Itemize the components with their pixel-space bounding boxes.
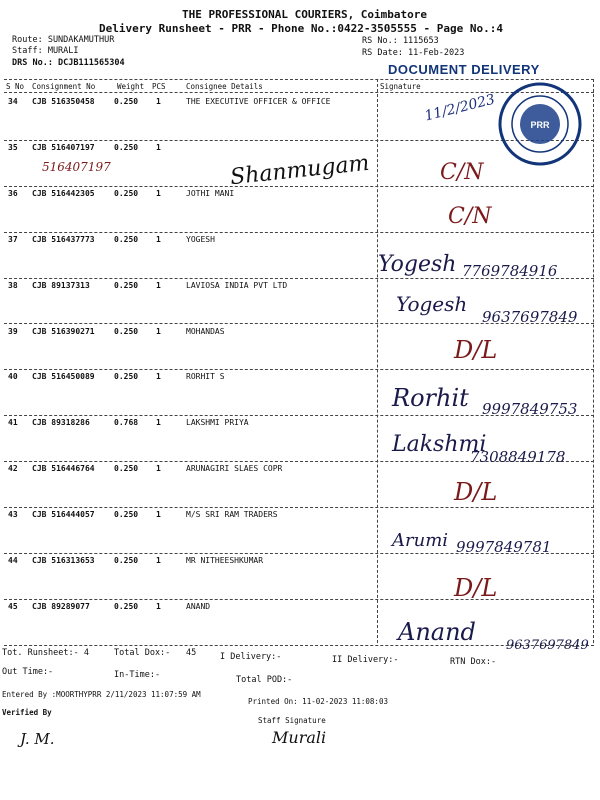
- handwritten-note-42: D/L: [454, 478, 498, 506]
- table-row: [4, 324, 594, 370]
- cell-sno: 45: [8, 601, 18, 611]
- cell-weight: 0.250: [114, 234, 139, 244]
- cell-consignee: YOGESH: [186, 234, 215, 244]
- cell-weight: 0.250: [114, 372, 139, 382]
- col-header-signature: Signature: [380, 82, 421, 91]
- cell-weight: 0.250: [114, 601, 139, 611]
- total-dox-label: Total Dox:-: [114, 648, 171, 658]
- cell-consignment-no: CJB 516446764: [32, 464, 95, 474]
- cell-weight: 0.250: [114, 510, 139, 520]
- staff-label: Staff: MURALI: [12, 46, 79, 56]
- phone-37: 7769784916: [462, 262, 558, 280]
- company-title: THE PROFESSIONAL COURIERS, Coimbatore: [182, 8, 428, 21]
- signature-41: Lakshmi: [392, 432, 487, 457]
- signature-45: Anand: [398, 618, 476, 646]
- cell-consignment-no: CJB 516313653: [32, 556, 95, 565]
- cell-sno: 40: [8, 372, 18, 382]
- document-delivery-stamp: DOCUMENT DELIVERY: [388, 62, 540, 77]
- cell-sno: 34: [8, 97, 18, 106]
- handwritten-note-35: C/N: [440, 160, 484, 185]
- cell-sno: 37: [8, 234, 18, 244]
- cell-consignment-no: CJB 516442305: [32, 188, 95, 198]
- phone-41: 7308849178: [470, 448, 566, 466]
- cell-sno: 38: [8, 280, 18, 290]
- cell-consignee: M/S SRI RAM TRADERS: [186, 510, 278, 520]
- signature-40: Rorhit: [392, 384, 469, 412]
- col-header-weight: Weight: [117, 82, 145, 91]
- cell-pcs: 1: [156, 464, 161, 474]
- verified-by-label: Verified By: [2, 708, 52, 717]
- col-header-consignee: Consignee Details: [186, 82, 263, 91]
- cell-consignee: RORHIT S: [186, 372, 225, 382]
- cell-sno: 43: [8, 510, 18, 520]
- total-pod-label: Total POD:-: [236, 675, 293, 685]
- cell-weight: 0.768: [114, 418, 139, 428]
- cell-pcs: 1: [156, 601, 161, 611]
- phone-43: 9997849781: [456, 538, 552, 556]
- col-header-consignment: Consignment No: [32, 82, 96, 91]
- cell-consignment-no: CJB 89289077: [32, 601, 90, 611]
- cell-consignee: THE EXECUTIVE OFFICER & OFFICE: [186, 97, 331, 106]
- cell-pcs: 1: [156, 418, 161, 428]
- ii-delivery-label: II Delivery:-: [332, 655, 399, 665]
- col-header-pcs: PCS: [152, 82, 166, 91]
- cell-consignee: ANAND: [186, 601, 211, 611]
- handwritten-note-36: C/N: [448, 204, 492, 229]
- route-label: Route: SUNDAKAMUTHUR: [12, 35, 115, 45]
- company-seal-stamp: [494, 78, 586, 170]
- handwritten-number-35: 516407197: [42, 160, 111, 174]
- total-dox-value: 45: [186, 648, 197, 658]
- drs-number: DRS No.: DCJB111565304: [12, 58, 125, 68]
- cell-consignee: LAVIOSA INDIA PVT LTD: [186, 280, 288, 290]
- phone-38: 9637697849: [482, 308, 578, 326]
- cell-consignee: MOHANDAS: [186, 326, 225, 336]
- col-header-sno: S No: [6, 82, 25, 91]
- cell-consignment-no: CJB 516407197: [32, 142, 95, 152]
- cell-sno: 35: [8, 142, 18, 152]
- cell-consignment-no: CJB 89318286: [32, 418, 90, 428]
- handwritten-date-34: 11/2/2023: [423, 91, 497, 125]
- signature-37: Yogesh: [378, 252, 457, 277]
- cell-consignee: LAKSHMI PRIYA: [186, 418, 249, 428]
- cell-pcs: 1: [156, 234, 161, 244]
- staff-signature-label: Staff Signature: [258, 716, 326, 725]
- cell-pcs: 1: [156, 97, 161, 106]
- in-time-label: In-Time:-: [114, 670, 161, 680]
- table-row: [4, 461, 594, 507]
- cell-pcs: 1: [156, 280, 161, 290]
- cell-sno: 36: [8, 188, 18, 198]
- cell-sno: 41: [8, 418, 18, 428]
- rs-number: RS No.: 1115653: [362, 36, 439, 46]
- cell-weight: 0.250: [114, 142, 139, 152]
- entered-by: Entered By :MOORTHYPRR 2/11/2023 11:07:59 AM: [2, 690, 201, 699]
- cell-consignment-no: CJB 516437773: [32, 234, 95, 244]
- tot-runsheet: Tot. Runsheet:- 4: [2, 648, 89, 658]
- cell-consignment-no: CJB 516350458: [32, 97, 95, 106]
- verified-initials: J. M.: [20, 730, 55, 748]
- cell-weight: 0.250: [114, 280, 139, 290]
- table-row: [4, 553, 594, 599]
- table-row: [4, 186, 594, 232]
- cell-pcs: 1: [156, 556, 161, 565]
- cell-pcs: 1: [156, 188, 161, 198]
- handwritten-note-39: D/L: [454, 336, 498, 364]
- phone-45: 9637697849: [506, 638, 589, 653]
- cell-weight: 0.250: [114, 97, 139, 106]
- i-delivery-label: I Delivery:-: [220, 652, 282, 662]
- cell-consignment-no: CJB 516450089: [32, 372, 95, 382]
- cell-sno: 44: [8, 556, 18, 565]
- cell-pcs: 1: [156, 372, 161, 382]
- staff-signature: Murali: [272, 728, 327, 747]
- signature-35: Shanmugam: [229, 150, 371, 191]
- cell-consignee: JOTHI MANI: [186, 188, 235, 198]
- cell-consignee: MR NITHEESHKUMAR: [186, 556, 264, 565]
- cell-weight: 0.250: [114, 188, 139, 198]
- cell-pcs: 1: [156, 510, 161, 520]
- cell-sno: 42: [8, 464, 18, 474]
- cell-consignment-no: CJB 516444057: [32, 510, 95, 520]
- cell-consignment-no: CJB 89137313: [32, 280, 90, 290]
- cell-consignee: ARUNAGIRI SLAES COPR: [186, 464, 283, 474]
- svg-text:PRR: PRR: [530, 120, 550, 130]
- cell-weight: 0.250: [114, 464, 139, 474]
- cell-weight: 0.250: [114, 326, 139, 336]
- cell-pcs: 1: [156, 142, 161, 152]
- cell-weight: 0.250: [114, 556, 139, 565]
- cell-pcs: 1: [156, 326, 161, 336]
- cell-consignment-no: CJB 516390271: [32, 326, 95, 336]
- rs-date: RS Date: 11-Feb-2023: [362, 48, 465, 58]
- cell-sno: 39: [8, 326, 18, 336]
- signature-38: Yogesh: [396, 292, 468, 316]
- rtn-dox-label: RTN Dox:-: [450, 657, 497, 667]
- phone-40: 9997849753: [482, 400, 578, 418]
- printed-on: Printed On: 11-02-2023 11:08:03: [248, 697, 388, 706]
- handwritten-note-44: D/L: [454, 574, 498, 602]
- out-time-label: Out Time:-: [2, 667, 54, 677]
- runsheet-subtitle: Delivery Runsheet - PRR - Phone No.:0422-3505555 - Page No.:4: [99, 22, 503, 35]
- signature-43: Arumi: [392, 530, 449, 551]
